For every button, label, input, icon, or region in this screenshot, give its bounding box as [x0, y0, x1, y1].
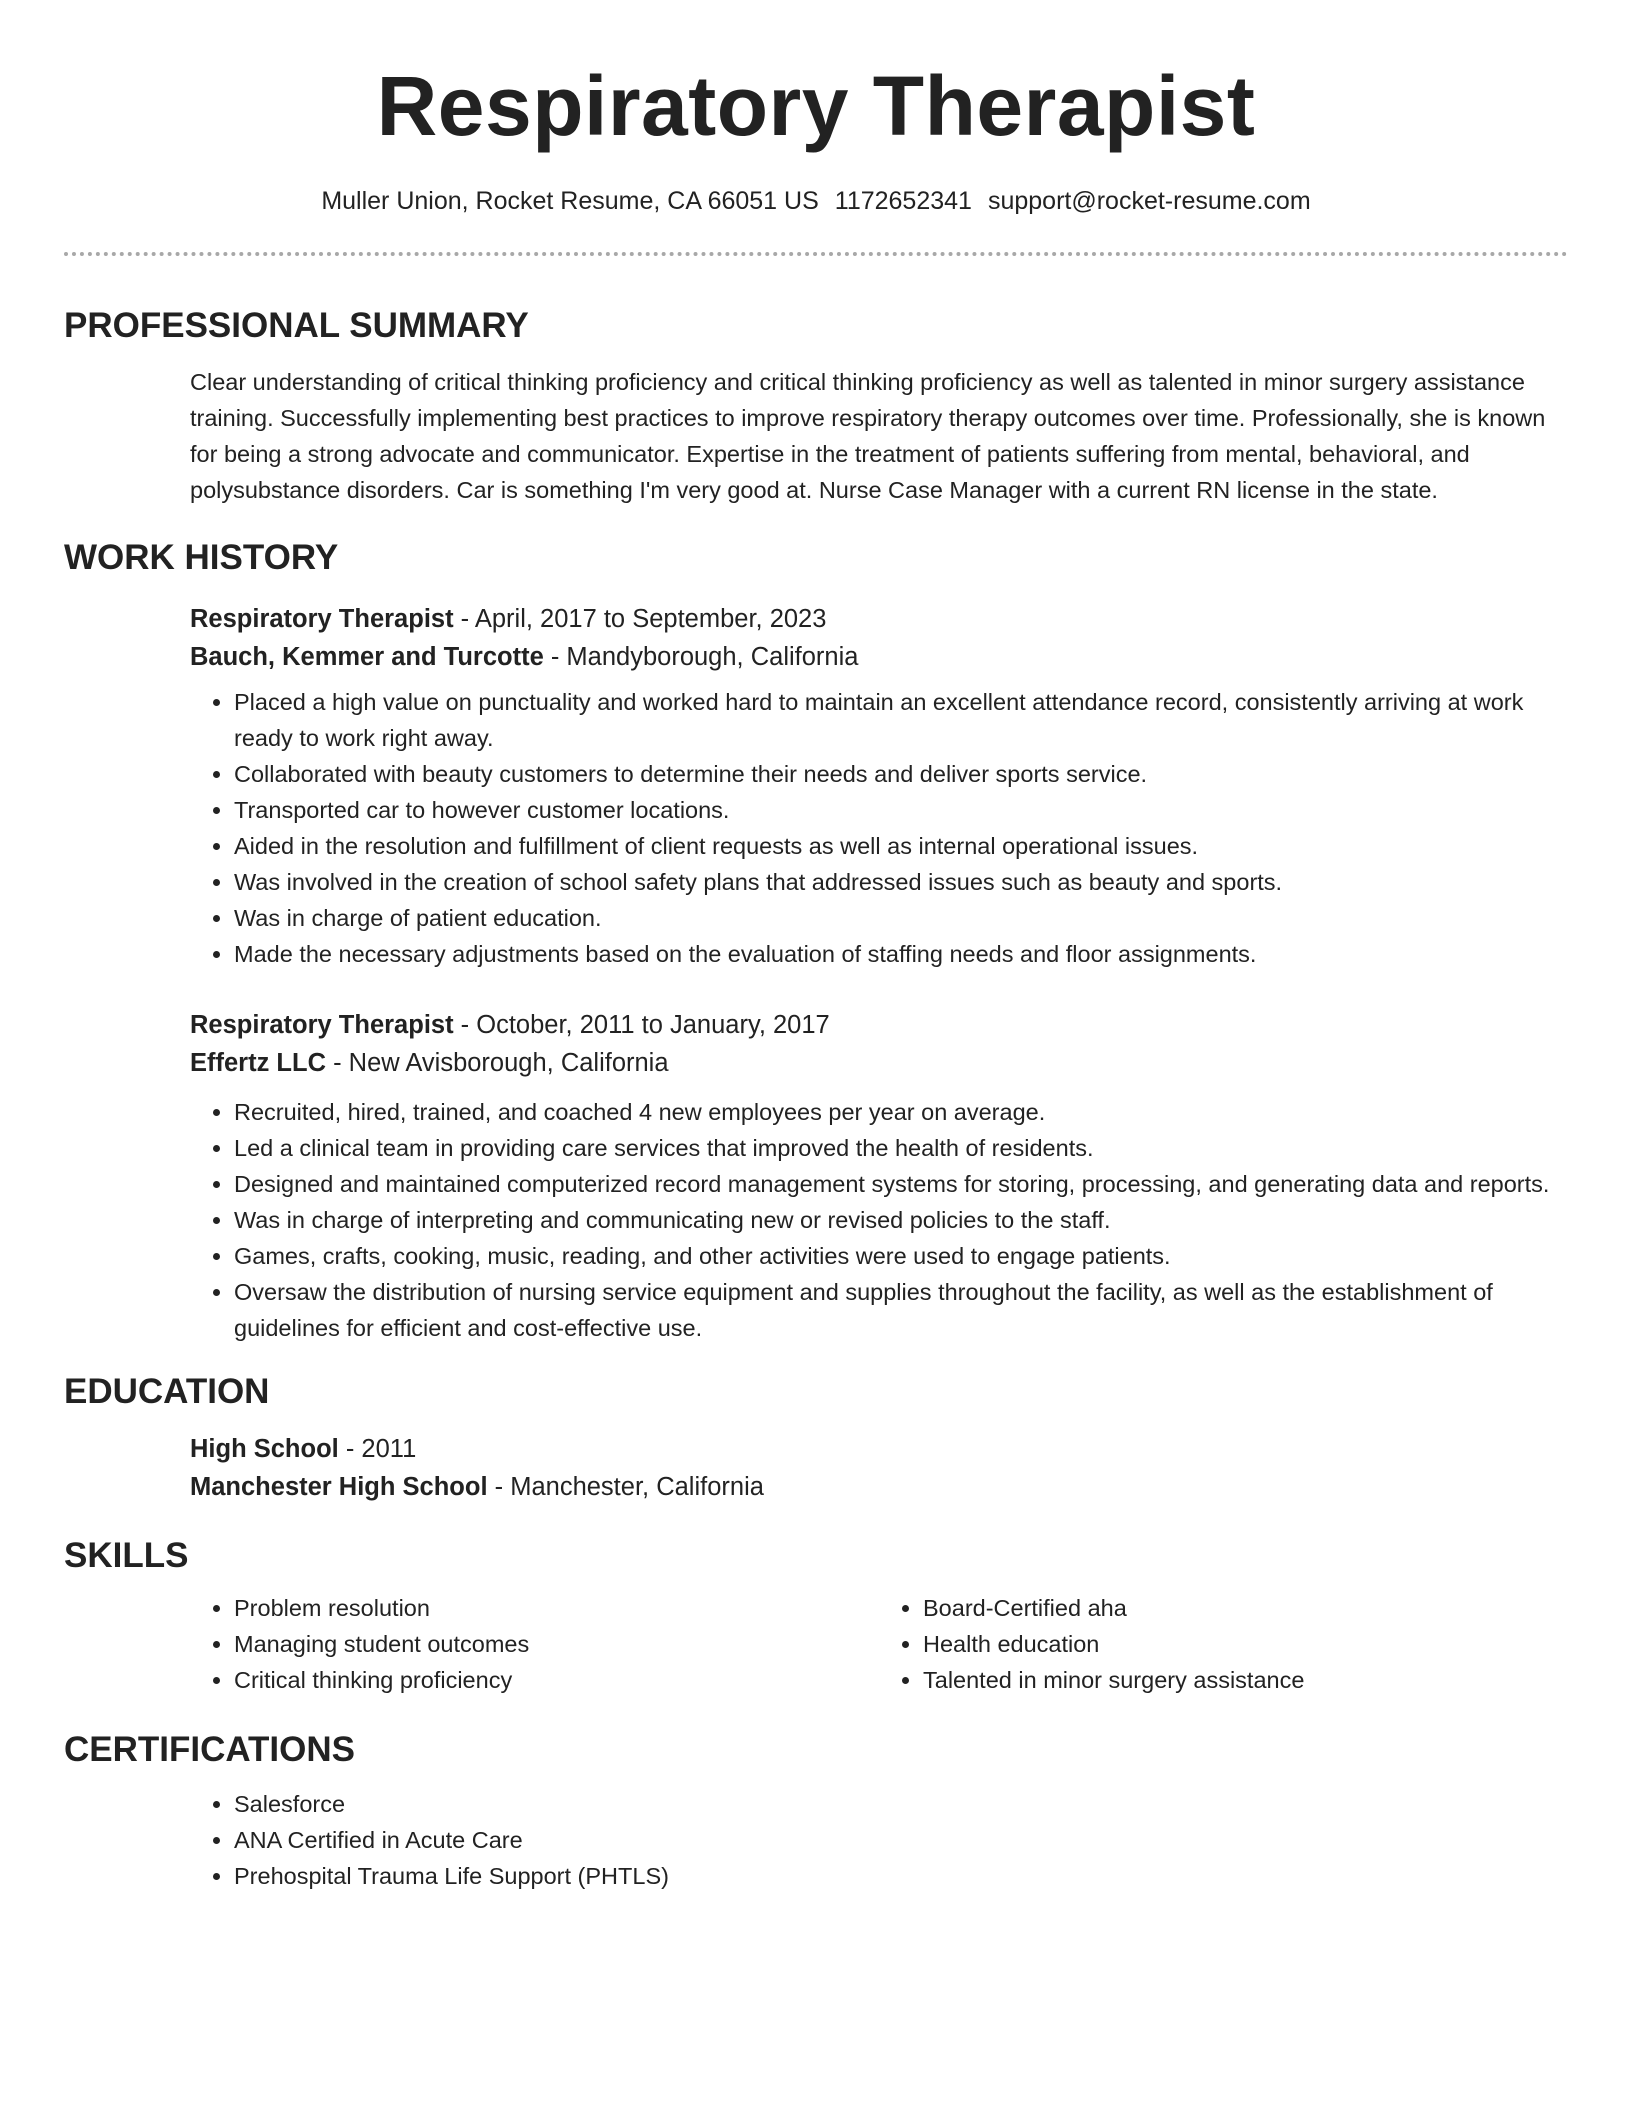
- list-item: • Transported car to however customer locations.: [234, 792, 1568, 828]
- list-item: • Collaborated with beauty customers to determine their needs and deliver sports service.: [234, 756, 1568, 792]
- work-history-heading: WORK HISTORY: [64, 538, 339, 577]
- skills-heading: SKILLS: [64, 1536, 189, 1575]
- resume-page: [64, 0, 1568, 1894]
- list-item: • Was involved in the creation of school safety plans that addressed issues such as beauty and sports.: [234, 864, 1568, 900]
- job-location: - Mandyborough, California: [543, 643, 859, 671]
- education-degree-line: [190, 1430, 1568, 1468]
- job-location: - New Avisborough, California: [326, 1049, 669, 1077]
- education-school-line: [190, 1468, 1568, 1506]
- list-item: • Salesforce: [234, 1786, 1568, 1822]
- job-company: Effertz LLC: [190, 1049, 326, 1077]
- education-degree: High School: [190, 1435, 339, 1463]
- header-divider: [64, 252, 1568, 256]
- job-role: Respiratory Therapist: [190, 605, 454, 633]
- education-location: - Manchester, California: [487, 1473, 764, 1501]
- certifications-body: [190, 1786, 1568, 1894]
- job-bullets: [190, 1094, 1568, 1346]
- contact-email: support@rocket-resume.com: [987, 187, 1311, 215]
- list-item: • Was in charge of patient education.: [234, 900, 1568, 936]
- education-heading: EDUCATION: [64, 1372, 270, 1411]
- certifications-heading: CERTIFICATIONS: [64, 1730, 356, 1769]
- list-item: • Health education: [923, 1626, 1568, 1662]
- list-item: • Designed and maintained computerized record management systems for storing, processing, and generating data and reports.: [234, 1166, 1568, 1202]
- job-role: Respiratory Therapist: [190, 1011, 454, 1039]
- education-year: - 2011: [338, 1435, 417, 1463]
- contact-address: Muller Union, Rocket Resume, CA 66051 US: [321, 187, 819, 215]
- job-title-line: [190, 600, 1568, 638]
- job-entry: [190, 600, 1568, 972]
- list-item: • Board-Certified aha: [923, 1590, 1568, 1626]
- certifications-list: [190, 1786, 1568, 1894]
- list-item: • Made the necessary adjustments based on the evaluation of staffing needs and floor assignments.: [234, 936, 1568, 972]
- list-item: • Games, crafts, cooking, music, reading, and other activities were used to engage patients.: [234, 1238, 1568, 1274]
- list-item: • Was in charge of interpreting and communicating new or revised policies to the staff.: [234, 1202, 1568, 1238]
- list-item: • ANA Certified in Acute Care: [234, 1822, 1568, 1858]
- list-item: • Recruited, hired, trained, and coached 4 new employees per year on average.: [234, 1094, 1568, 1130]
- list-item: • Placed a high value on punctuality and worked hard to maintain an excellent attendance record, consistently arriving at work ready to work right away.: [234, 684, 1568, 756]
- summary-text: Clear understanding of critical thinking proficiency and critical thinking proficiency as well as talented in minor surgery assistance training. Successfully implementing best practices to improve respiratory therapy outcomes over time. Professionally, she is known for being a strong advocate and communicator. Expertise in the treatment of patients suffering from mental, behavioral, and polysubstance disorders. Car is something I'm very good at. Nurse Case Manager with a current RN license in the state.: [190, 369, 1546, 503]
- list-item: • Prehospital Trauma Life Support (PHTLS): [234, 1858, 1568, 1894]
- job-entry: [190, 1006, 1568, 1346]
- list-item: • Managing student outcomes: [234, 1626, 879, 1662]
- contact-phone: 1172652341: [834, 187, 972, 215]
- skills-column-left: [190, 1590, 879, 1698]
- job-title-line: [190, 1006, 1568, 1044]
- list-item: • Aided in the resolution and fulfillment of client requests as well as internal operational issues.: [234, 828, 1568, 864]
- list-item: • Oversaw the distribution of nursing service equipment and supplies throughout the facility, as well as the establishment of guidelines for efficient and cost-effective use.: [234, 1274, 1568, 1346]
- list-item: • Talented in minor surgery assistance: [923, 1662, 1568, 1698]
- job-dates: - October, 2011 to January, 2017: [453, 1011, 830, 1039]
- job-company-line: [190, 638, 1568, 676]
- list-item: • Led a clinical team in providing care services that improved the health of residents.: [234, 1130, 1568, 1166]
- job-company-line: [190, 1044, 1568, 1082]
- resume-name: Respiratory Therapist: [376, 59, 1256, 153]
- skills-column-right: [879, 1590, 1568, 1698]
- list-item: • Problem resolution: [234, 1590, 879, 1626]
- job-dates: - April, 2017 to September, 2023: [453, 605, 827, 633]
- education-entry: [190, 1430, 1568, 1506]
- summary-heading: PROFESSIONAL SUMMARY: [64, 306, 529, 345]
- job-bullets: [190, 684, 1568, 972]
- job-company: Bauch, Kemmer and Turcotte: [190, 643, 544, 671]
- contact-line: [64, 184, 1568, 218]
- skills-grid: [190, 1590, 1568, 1698]
- education-school: Manchester High School: [190, 1473, 488, 1501]
- list-item: • Critical thinking proficiency: [234, 1662, 879, 1698]
